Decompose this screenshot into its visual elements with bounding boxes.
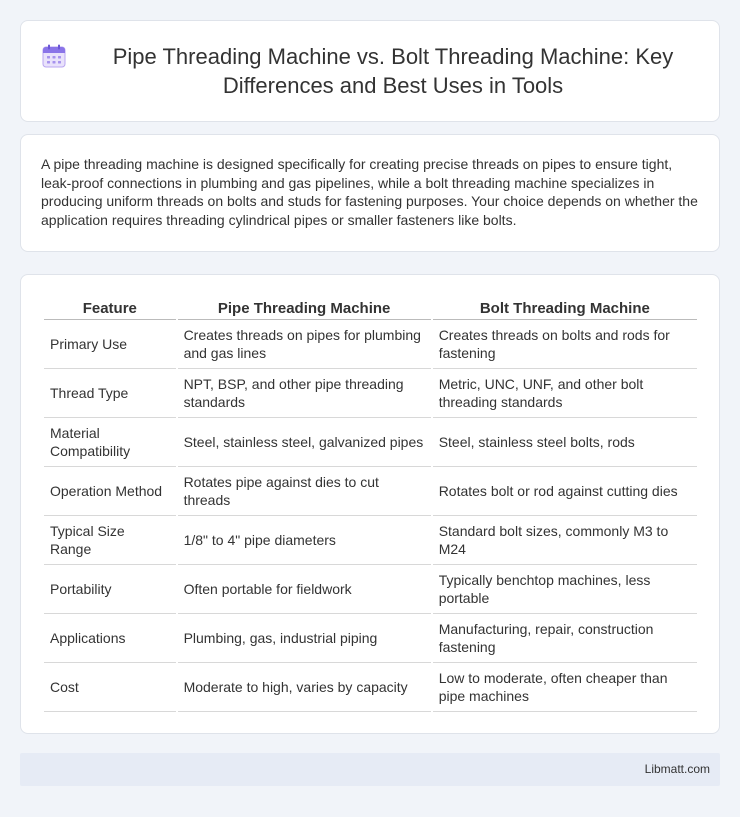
feature-cell: Applications (44, 614, 176, 663)
bolt-cell: Rotates bolt or rod against cutting dies (433, 467, 697, 516)
pipe-cell: Creates threads on pipes for plumbing and gas lines (178, 320, 431, 369)
calendar-icon (41, 43, 67, 69)
comparison-table (42, 296, 699, 712)
feature-cell: Thread Type (44, 369, 176, 418)
pipe-cell: NPT, BSP, and other pipe threading standards (178, 369, 431, 418)
table-row (44, 614, 697, 663)
table-header-row (44, 296, 697, 320)
pipe-cell: Moderate to high, varies by capacity (178, 663, 431, 712)
table-row (44, 320, 697, 369)
page-title: Pipe Threading Machine vs. Bolt Threading Machine: Key Differences and Best Uses in Tools (112, 44, 674, 98)
pipe-cell: Rotates pipe against dies to cut threads (178, 467, 431, 516)
bolt-cell: Metric, UNC, UNF, and other bolt threading standards (433, 369, 697, 418)
bolt-cell: Typically benchtop machines, less portable (433, 565, 697, 614)
footer (20, 753, 720, 786)
table-row (44, 467, 697, 516)
feature-cell: Portability (44, 565, 176, 614)
bolt-cell: Steel, stainless steel bolts, rods (433, 418, 697, 467)
pipe-cell: Often portable for fieldwork (178, 565, 431, 614)
feature-cell: Material Compatibility (44, 418, 176, 467)
bolt-cell: Low to moderate, often cheaper than pipe machines (433, 663, 697, 712)
feature-cell: Typical Size Range (44, 516, 176, 565)
bolt-cell: Manufacturing, repair, construction fastening (433, 614, 697, 663)
bolt-cell: Standard bolt sizes, commonly M3 to M24 (433, 516, 697, 565)
table-row (44, 418, 697, 467)
footer-site-link[interactable]: Libmatt.com (644, 762, 710, 776)
table-row (44, 663, 697, 712)
table-row (44, 565, 697, 614)
feature-cell: Primary Use (44, 320, 176, 369)
column-header-pipe: Pipe Threading Machine (178, 296, 431, 320)
table-row (44, 516, 697, 565)
pipe-cell: Plumbing, gas, industrial piping (178, 614, 431, 663)
header-card (20, 20, 720, 122)
pipe-cell: 1/8" to 4" pipe diameters (178, 516, 431, 565)
title-row (21, 21, 719, 121)
intro-card (20, 134, 720, 252)
pipe-cell: Steel, stainless steel, galvanized pipes (178, 418, 431, 467)
feature-cell: Cost (44, 663, 176, 712)
column-header-bolt: Bolt Threading Machine (433, 296, 697, 320)
comparison-card (20, 274, 720, 734)
bolt-cell: Creates threads on bolts and rods for fastening (433, 320, 697, 369)
column-header-feature: Feature (44, 296, 176, 320)
intro-paragraph: A pipe threading machine is designed specifically for creating precise threads on pipes to ensure tight, leak-proof connections in plumbing and gas pipelines, while a bolt threading machine specializes in producing uniform threads on bolts and studs for fastening purposes. Your choice depends on whether the application requires threading cylindrical pipes or smaller fasteners like bolts. (41, 156, 698, 228)
feature-cell: Operation Method (44, 467, 176, 516)
table-row (44, 369, 697, 418)
